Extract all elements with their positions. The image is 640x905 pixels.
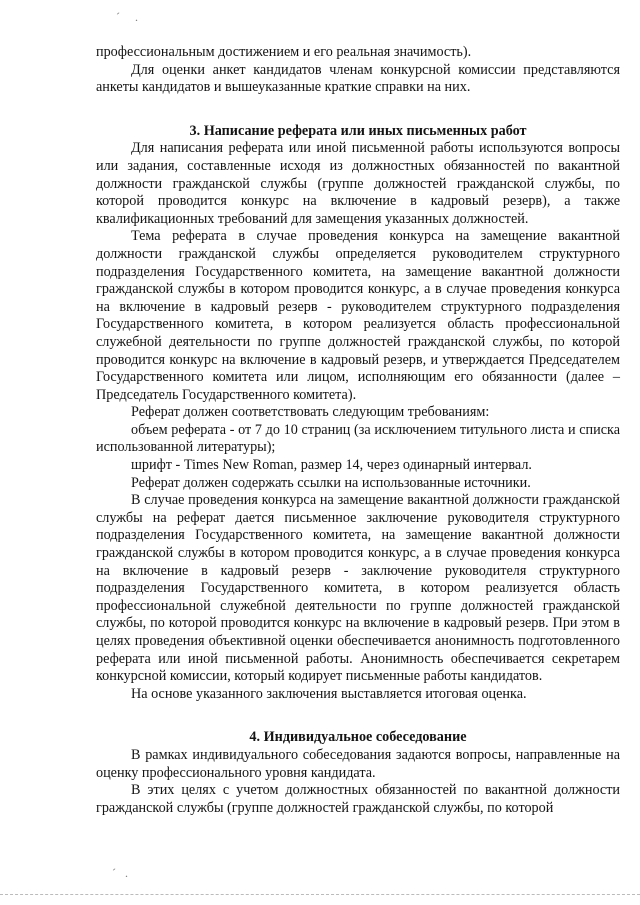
- paragraph-requirement-volume: объем реферата - от 7 до 10 страниц (за исключением титульного листа и списка использованной литературы);: [96, 421, 620, 456]
- scan-mark-top: ˊ .: [116, 10, 138, 24]
- document-page: [96, 44, 620, 817]
- scan-mark-bottom: ˊ .: [112, 866, 128, 880]
- page-bottom-edge: [0, 894, 640, 895]
- paragraph-essay-conclusion: В случае проведения конкурса на замещение вакантной должности гражданской службы на реферат дается письменное заключение руководителя структурного подразделения Государственного комитета, на замещение вакантной должности гражданской службы в котором проводится конкурс, а в случае проведения конкурса на включение в кадровый резерв - заключение руководителя структурного подразделения Государственного комитета, в котором реализуется область профессиональной служебной деятельности по группе должностей гражданской службы, по которой проводится конкурс на включение в кадровый резерв. При этом в целях проведения объективной оценки обеспечивается анонимность подготовленного реферата или иной письменной работы. Анонимность обеспечивается секретарем конкурсной комиссии, который кодирует письменные работы кандидатов.: [96, 492, 620, 685]
- paragraph-continuation: профессиональным достижением и его реальная значимость).: [96, 44, 472, 60]
- paragraph-interview: В рамках индивидуального собеседования задаются вопросы, направленные на оценку профессионального уровня кандидата.: [96, 746, 620, 781]
- paragraph-questionnaires: Для оценки анкет кандидатов членам конкурсной комиссии представляются анкеты кандидатов и вышеуказанные краткие справки на них.: [96, 61, 620, 96]
- section-3-heading: 3. Написание реферата или иных письменных работ: [189, 122, 527, 139]
- section-4-heading: 4. Индивидуальное собеседование: [249, 729, 467, 746]
- paragraph-final-grade: На основе указанного заключения выставляется итоговая оценка.: [131, 685, 527, 702]
- paragraph-essay-topic: Тема реферата в случае проведения конкурса на замещение вакантной должности гражданской службы определяется руководителем структурного подразделения Государственного комитета, на замещение вакантной должности гражданской службы в котором проводится конкурс, а в случае проведения конкурса на включение в кадровый резерв - руководителем структурного подразделения Государственного комитета, в котором реализуется область профессиональной служебной деятельности по группе должностей гражданской службы, по которой проводится конкурс на включение в кадровый резерв, и утверждается Председателем Государственного комитета или лицом, исполняющим его обязанности (далее – Председатель Государственного комитета).: [96, 228, 620, 403]
- paragraph-requirements-intro: Реферат должен соответствовать следующим требованиям:: [131, 404, 490, 421]
- paragraph-essay-questions: Для написания реферата или иной письменной работы используются вопросы или задания, составленные исходя из должностных обязанностей по вакантной должности гражданской службы (группе должностей гражданской службы, по которой проводится конкурс на включение в кадровый резерв), а также квалификационных требований для замещения указанных должностей.: [96, 140, 620, 227]
- paragraph-requirement-references: Реферат должен содержать ссылки на использованные источники.: [131, 474, 531, 491]
- paragraph-interview-goals: В этих целях с учетом должностных обязанностей по вакантной должности гражданской службы (группе должностей гражданской службы, по которой: [96, 782, 620, 816]
- paragraph-requirement-font: шрифт - Times New Roman, размер 14, через одинарный интервал.: [131, 457, 532, 474]
